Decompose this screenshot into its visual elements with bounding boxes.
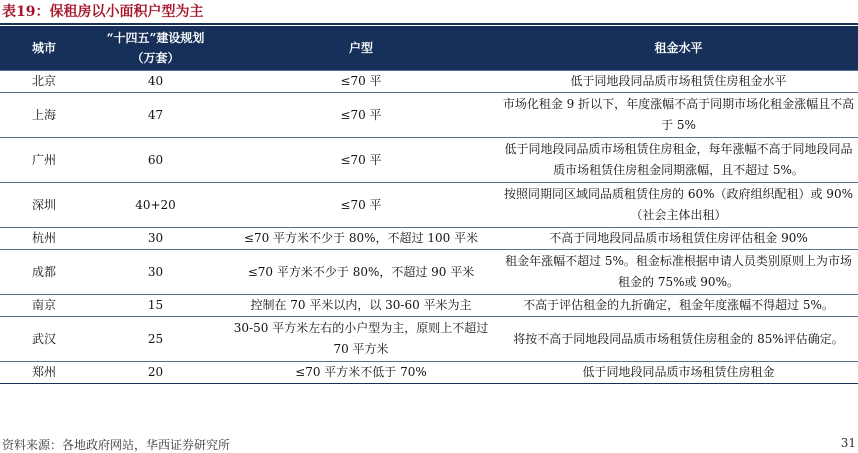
title-rule <box>0 23 858 25</box>
table-row <box>0 183 858 228</box>
table-title: 表19：保租房以小面积户型为主 <box>2 4 204 20</box>
rent-cell: 低于同地段同品质市场租赁住房租金，每年涨幅不高于同地段同品质市场租赁住房租金同期涨幅，且不超过 5%。 <box>499 138 858 183</box>
size-cell: ≤70 平 <box>223 93 499 138</box>
header-rent: 租金水平 <box>499 26 858 71</box>
table-row <box>0 228 858 250</box>
header-plan: “十四五”建设规划 （万套） <box>88 26 223 71</box>
header-size: 户型 <box>223 26 499 71</box>
city-cell: 上海 <box>0 93 88 138</box>
plan-cell: 47 <box>88 93 223 138</box>
city-cell: 成都 <box>0 250 88 295</box>
table-row <box>0 93 858 138</box>
size-cell: 30-50 平方米左右的小户型为主，原则上不超过 70 平方米 <box>223 317 499 362</box>
table-row <box>0 138 858 183</box>
header-row <box>0 26 858 71</box>
city-cell: 南京 <box>0 295 88 317</box>
table-row <box>0 317 858 362</box>
table-row <box>0 295 858 317</box>
city-cell: 杭州 <box>0 228 88 250</box>
size-cell: ≤70 平 <box>223 71 499 93</box>
rent-cell: 按照同期同区域同品质租赁住房的 60%（政府组织配租）或 90%（社会主体出租） <box>499 183 858 228</box>
size-cell: ≤70 平方米不低于 70% <box>223 362 499 384</box>
table-row <box>0 362 858 384</box>
plan-cell: 15 <box>88 295 223 317</box>
header-city: 城市 <box>0 26 88 71</box>
size-cell: ≤70 平方米不少于 80%，不超过 100 平米 <box>223 228 499 250</box>
size-cell: ≤70 平方米不少于 80%，不超过 90 平米 <box>223 250 499 295</box>
rent-cell: 将按不高于同地段同品质市场租赁住房租金的 85%评估确定。 <box>499 317 858 362</box>
plan-cell: 25 <box>88 317 223 362</box>
plan-cell: 40 <box>88 71 223 93</box>
city-cell: 广州 <box>0 138 88 183</box>
rent-cell: 市场化租金 9 折以下，年度涨幅不高于同期市场化租金涨幅且不高于 5% <box>499 93 858 138</box>
table-row <box>0 250 858 295</box>
table-row <box>0 71 858 93</box>
plan-cell: 40+20 <box>88 183 223 228</box>
rent-cell: 租金年涨幅不超过 5%。租金标准根据申请人员类别原则上为市场租金的 75%或 90%。 <box>499 250 858 295</box>
rent-cell: 低于同地段同品质市场租赁住房租金 <box>499 362 858 384</box>
plan-cell: 30 <box>88 228 223 250</box>
rent-cell: 不高于同地段同品质市场租赁住房评估租金 90% <box>499 228 858 250</box>
rent-cell: 低于同地段同品质市场租赁住房租金水平 <box>499 71 858 93</box>
rent-cell: 不高于评估租金的九折确定，租金年度涨幅不得超过 5%。 <box>499 295 858 317</box>
plan-cell: 20 <box>88 362 223 384</box>
city-cell: 郑州 <box>0 362 88 384</box>
city-cell: 北京 <box>0 71 88 93</box>
city-cell: 武汉 <box>0 317 88 362</box>
page-number: 31 <box>840 436 856 450</box>
source-note: 资料来源：各地政府网站，华西证券研究所 <box>2 438 231 452</box>
rental-housing-table <box>0 26 858 384</box>
plan-cell: 30 <box>88 250 223 295</box>
size-cell: ≤70 平 <box>223 138 499 183</box>
size-cell: 控制在 70 平米以内，以 30-60 平米为主 <box>223 295 499 317</box>
city-cell: 深圳 <box>0 183 88 228</box>
plan-cell: 60 <box>88 138 223 183</box>
size-cell: ≤70 平 <box>223 183 499 228</box>
